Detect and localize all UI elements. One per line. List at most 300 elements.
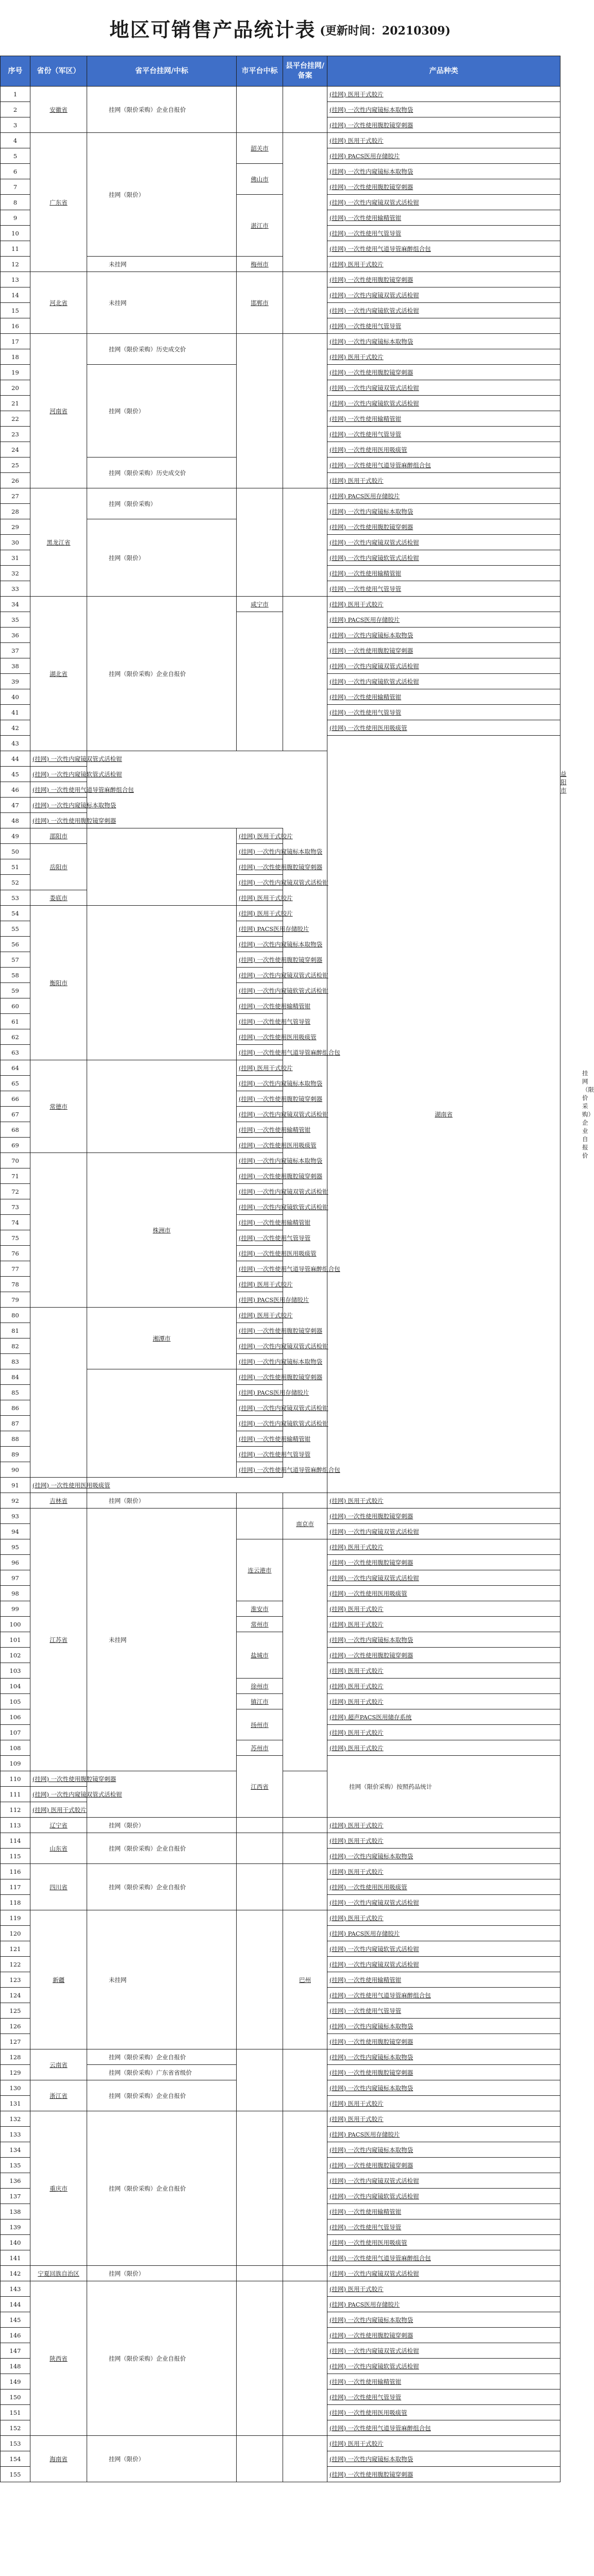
row-number: 129	[1, 2065, 30, 2080]
province-cell[interactable]: 新疆	[30, 1910, 87, 2049]
product-link[interactable]: (挂网) 一次性使用腹腔镜穿刺器	[327, 365, 560, 380]
table-row	[1, 2049, 560, 2065]
row-number: 68	[1, 1122, 30, 1138]
net-status-cell: 挂网（限价采购）企业自报价	[87, 597, 237, 751]
product-link[interactable]: (挂网) 一次性使用输精管钳	[327, 210, 560, 226]
row-number: 100	[1, 1617, 30, 1632]
province-cell[interactable]: 宁夏回族自治区	[30, 2266, 87, 2281]
district-cell[interactable]	[87, 1060, 237, 1153]
row-number: 11	[1, 241, 30, 257]
row-number: 5	[1, 148, 30, 164]
district-cell[interactable]	[283, 2436, 327, 2482]
city-cell[interactable]	[30, 1153, 87, 1308]
row-number: 110	[1, 1771, 30, 1787]
row-number: 139	[1, 2219, 30, 2235]
product-link[interactable]: (挂网) 一次性使用腹腔镜穿刺器	[327, 1648, 560, 1663]
product-link[interactable]: (挂网) 一次性使用气管导管	[327, 427, 560, 442]
product-link[interactable]: (挂网) 医用干式胶片	[327, 2096, 560, 2111]
product-link[interactable]: (挂网) 一次性使用腹腔镜穿刺器	[327, 2158, 560, 2173]
product-link[interactable]: (挂网) 一次性使用腹腔镜穿刺器	[327, 1509, 560, 1524]
district-cell[interactable]	[283, 1864, 327, 1910]
district-cell[interactable]: 湘潭市	[87, 1308, 237, 1369]
row-number: 70	[1, 1153, 30, 1168]
city-cell[interactable]	[237, 1493, 283, 1509]
product-link[interactable]: (挂网) 一次性使用腹腔镜穿刺器	[237, 952, 283, 968]
product-link[interactable]: (挂网) 一次性内窥镜标本取物袋	[237, 1153, 283, 1168]
table-header	[1, 56, 560, 87]
product-link[interactable]: (挂网) 一次性使用气管导管	[237, 1447, 283, 1462]
product-link[interactable]: (挂网) PACS医用存储胶片	[327, 2127, 560, 2142]
table-row	[1, 1864, 560, 1879]
row-number: 62	[1, 1029, 30, 1045]
row-number: 101	[1, 1632, 30, 1648]
district-cell[interactable]	[283, 597, 327, 751]
district-cell[interactable]	[87, 1369, 237, 1478]
product-link[interactable]: (挂网) 一次性使用医用吸痰管	[327, 2235, 560, 2250]
table-row	[1, 488, 560, 504]
product-link[interactable]: (挂网) 医用干式胶片	[327, 1740, 560, 1756]
product-link[interactable]: (挂网) 一次性使用气道导管麻醉组合包	[30, 782, 87, 798]
row-number: 141	[1, 2250, 30, 2266]
city-cell[interactable]: 苏州市	[237, 1740, 283, 1756]
product-link[interactable]: (挂网) 一次性使用腹腔镜穿刺器	[237, 1323, 283, 1338]
row-number: 98	[1, 1586, 30, 1601]
product-link[interactable]: (挂网) 一次性使用气管导管	[327, 705, 560, 720]
product-link[interactable]: (挂网) 超声PACS医用储存系统	[327, 1709, 560, 1725]
row-number: 108	[1, 1740, 30, 1756]
product-link[interactable]: (挂网) PACS医用存储胶片	[237, 921, 283, 937]
product-link[interactable]: (挂网) 一次性使用腹腔镜穿刺器	[327, 117, 560, 133]
province-cell[interactable]: 江西省	[237, 1756, 283, 1818]
city-cell[interactable]	[237, 1910, 283, 2049]
product-link[interactable]: (挂网) 一次性内窥镜标本取物袋	[237, 1076, 283, 1091]
row-number: 116	[1, 1864, 30, 1879]
net-status-cell: 挂网（限价采购）企业自报价	[87, 2049, 237, 2065]
product-link[interactable]: (挂网) 一次性使用气管导管	[327, 318, 560, 334]
row-number: 1	[1, 87, 30, 102]
product-link[interactable]: (挂网) 医用干式胶片	[237, 906, 283, 921]
product-link[interactable]: (挂网) 一次性内窥镜标本取物袋	[237, 1354, 283, 1369]
net-status-cell: 未挂网	[87, 1910, 237, 2049]
province-cell[interactable]: 安徽省	[30, 87, 87, 133]
row-number: 64	[1, 1060, 30, 1076]
product-link[interactable]: (挂网) 一次性内窥镜软管式活检钳	[327, 550, 560, 566]
product-link[interactable]: (挂网) 一次性内窥镜双管式活检钳	[327, 2266, 560, 2281]
product-link[interactable]: (挂网) 一次性使用气道导管麻醉组合包	[327, 2250, 560, 2266]
product-link[interactable]: (挂网) 一次性使用气道导管麻醉组合包	[237, 1462, 283, 1478]
product-link[interactable]: (挂网) 一次性使用医用吸痰管	[237, 1138, 283, 1153]
row-number: 67	[1, 1107, 30, 1122]
product-link[interactable]: (挂网) 一次性使用腹腔镜穿刺器	[327, 272, 560, 287]
row-number: 33	[1, 581, 30, 597]
product-link[interactable]: (挂网) 一次性内窥镜双管式活检钳	[237, 875, 283, 890]
product-link[interactable]: (挂网) 医用干式胶片	[327, 2281, 560, 2297]
table-row	[1, 272, 560, 287]
product-link[interactable]: (挂网) 医用干式胶片	[327, 2436, 560, 2451]
product-link[interactable]: (挂网) 一次性内窥镜软管式活检钳	[327, 2189, 560, 2204]
district-cell[interactable]	[283, 1493, 327, 1509]
city-cell[interactable]: 盐城市	[237, 1632, 283, 1679]
product-link[interactable]: (挂网) 一次性使用医用吸痰管	[327, 720, 560, 736]
row-number: 151	[1, 2405, 30, 2420]
city-cell[interactable]: 梅州市	[237, 257, 283, 272]
city-cell[interactable]	[237, 334, 283, 488]
product-link[interactable]: (挂网) 一次性内窥镜双管式活检钳	[327, 380, 560, 396]
city-cell[interactable]: 徐州市	[237, 1679, 283, 1694]
product-link[interactable]: (挂网) 一次性使用气管导管	[237, 1014, 283, 1029]
product-link[interactable]: (挂网) 一次性内窥镜软管式活检钳	[30, 767, 87, 782]
product-link[interactable]: (挂网) 医用干式胶片	[327, 473, 560, 488]
product-link[interactable]: (挂网) 一次性内窥镜标本取物袋	[327, 504, 560, 519]
header-net: 省平台挂网/中标	[87, 56, 237, 87]
district-cell[interactable]	[283, 272, 327, 334]
district-cell[interactable]	[283, 2266, 327, 2281]
product-link[interactable]: (挂网) 一次性内窥镜标本取物袋	[327, 2080, 560, 2096]
product-link[interactable]: (挂网) 一次性使用医用吸痰管	[327, 2405, 560, 2420]
city-cell[interactable]	[237, 2049, 283, 2111]
product-link[interactable]: (挂网) 一次性内窥镜标本取物袋	[327, 164, 560, 179]
net-status-cell: 挂网（限价）	[87, 365, 237, 457]
row-number: 2	[1, 102, 30, 117]
product-link[interactable]: (挂网) 一次性内窥镜双管式活检钳	[327, 1895, 560, 1910]
product-link[interactable]: (挂网) 一次性使用医用吸痰管	[237, 1246, 283, 1261]
product-link[interactable]: (挂网) 一次性使用气道导管麻醉组合包	[327, 1988, 560, 2003]
city-cell[interactable]	[237, 488, 283, 597]
product-link[interactable]: (挂网) 一次性使用气道导管麻醉组合包	[237, 1045, 283, 1060]
province-cell[interactable]: 河北省	[30, 272, 87, 334]
district-cell[interactable]	[283, 334, 327, 488]
product-link[interactable]: (挂网) 医用干式胶片	[237, 1277, 283, 1292]
product-link[interactable]: (挂网) 一次性内窥镜双管式活检钳	[30, 751, 87, 767]
product-link[interactable]: (挂网) 一次性使用输精管钳	[327, 2374, 560, 2389]
row-number: 10	[1, 226, 30, 241]
product-link[interactable]: (挂网) 医用干式胶片	[327, 1601, 560, 1617]
product-link[interactable]: (挂网) 一次性使用腹腔镜穿刺器	[327, 519, 560, 535]
product-link[interactable]: (挂网) 一次性内窥镜标本取物袋	[237, 844, 283, 859]
city-cell[interactable]	[237, 1833, 283, 1864]
product-link[interactable]: (挂网) PACS医用存储胶片	[327, 2297, 560, 2312]
product-link[interactable]: (挂网) 一次性内窥镜双管式活检钳	[327, 1570, 560, 1586]
row-number: 79	[1, 1292, 30, 1308]
product-link[interactable]: (挂网) 一次性使用气道导管麻醉组合包	[327, 241, 560, 257]
row-number: 58	[1, 968, 30, 983]
row-number: 32	[1, 566, 30, 581]
row-number: 113	[1, 1818, 30, 1833]
product-link[interactable]: (挂网) 一次性使用气道导管麻醉组合包	[327, 2420, 560, 2436]
row-number: 59	[1, 983, 30, 998]
city-cell[interactable]	[30, 1308, 87, 1478]
row-number: 16	[1, 318, 30, 334]
product-link[interactable]: (挂网) PACS医用存储胶片	[237, 1292, 283, 1308]
city-cell[interactable]	[237, 87, 283, 133]
product-link[interactable]: (挂网) 医用干式胶片	[327, 1617, 560, 1632]
product-link[interactable]: (挂网) 医用干式胶片	[237, 1060, 283, 1076]
product-link[interactable]: (挂网) 一次性使用输精管钳	[237, 1431, 283, 1447]
table-row	[1, 597, 560, 612]
city-cell[interactable]: 咸宁市	[237, 597, 283, 612]
product-link[interactable]: (挂网) 医用干式胶片	[327, 1910, 560, 1926]
product-link[interactable]: (挂网) 医用干式胶片	[327, 87, 560, 102]
product-link[interactable]: (挂网) 一次性内窥镜软管式活检钳	[327, 1941, 560, 1957]
province-cell[interactable]: 浙江省	[30, 2080, 87, 2111]
product-link[interactable]: (挂网) 一次性内窥镜软管式活检钳	[327, 674, 560, 689]
product-link[interactable]: (挂网) 一次性使用输精管钳	[327, 1972, 560, 1988]
product-link[interactable]: (挂网) 一次性内窥镜双管式活检钳	[327, 287, 560, 303]
product-link[interactable]: (挂网) 医用干式胶片	[327, 1679, 560, 1694]
city-cell[interactable]	[237, 1509, 283, 1539]
product-link[interactable]: (挂网) 医用干式胶片	[237, 890, 283, 906]
province-cell[interactable]: 广东省	[30, 133, 87, 272]
product-link[interactable]: (挂网) 一次性使用腹腔镜穿刺器	[327, 2065, 560, 2080]
product-link[interactable]: (挂网) 一次性使用腹腔镜穿刺器	[237, 859, 283, 875]
product-link[interactable]: (挂网) 一次性内窥镜双管式活检钳	[327, 1957, 560, 1972]
row-number: 83	[1, 1354, 30, 1369]
product-link[interactable]: (挂网) 一次性内窥镜标本取物袋	[327, 2019, 560, 2034]
row-number: 127	[1, 2034, 30, 2049]
city-cell[interactable]: 淮安市	[237, 1601, 283, 1617]
district-cell[interactable]	[283, 1818, 327, 1833]
product-link[interactable]: (挂网) 一次性使用腹腔镜穿刺器	[327, 1555, 560, 1570]
row-number: 137	[1, 2189, 30, 2204]
product-link[interactable]: (挂网) 一次性内窥镜双管式活检钳	[327, 535, 560, 550]
product-link[interactable]: (挂网) 一次性使用气管导管	[327, 2389, 560, 2405]
product-link[interactable]: (挂网) 一次性内窥镜双管式活检钳	[237, 1400, 283, 1416]
product-link[interactable]: (挂网) 医用干式胶片	[327, 597, 560, 612]
city-cell[interactable]: 娄底市	[30, 890, 87, 906]
row-number: 144	[1, 2297, 30, 2312]
table-row	[1, 1910, 560, 1926]
product-link[interactable]: (挂网) 一次性内窥镜标本取物袋	[327, 2312, 560, 2328]
product-link[interactable]: (挂网) 一次性使用输精管钳	[327, 2204, 560, 2219]
product-link[interactable]: (挂网) 一次性内窥镜双管式活检钳	[327, 1524, 560, 1539]
row-number: 18	[1, 349, 30, 365]
city-cell[interactable]: 常德市	[30, 1060, 87, 1153]
province-cell[interactable]: 湖北省	[30, 597, 87, 751]
net-status-cell: 挂网（限价采购）历史成交价	[87, 334, 237, 365]
row-number: 150	[1, 2389, 30, 2405]
province-cell[interactable]: 陕西省	[30, 2281, 87, 2436]
city-cell[interactable]	[237, 1818, 283, 1833]
row-number: 52	[1, 875, 30, 890]
table-row	[1, 2281, 560, 2297]
product-link[interactable]: (挂网) 医用干式胶片	[327, 1694, 560, 1709]
province-cell[interactable]: 江苏省	[30, 1509, 87, 1771]
product-link[interactable]: (挂网) 一次性内窥镜标本取物袋	[327, 102, 560, 117]
row-number: 15	[1, 303, 30, 318]
product-link[interactable]: (挂网) PACS医用存储胶片	[327, 612, 560, 628]
product-link[interactable]: (挂网) 一次性使用医用吸痰管	[237, 1029, 283, 1045]
product-link[interactable]: (挂网) 一次性内窥镜标本取物袋	[327, 1632, 560, 1648]
row-number: 142	[1, 2266, 30, 2281]
product-link[interactable]: (挂网) 一次性内窥镜标本取物袋	[327, 1849, 560, 1864]
city-cell[interactable]: 镇江市	[237, 1694, 283, 1709]
city-cell[interactable]: 常州市	[237, 1617, 283, 1632]
product-link[interactable]: (挂网) 一次性内窥镜标本取物袋	[237, 937, 283, 952]
product-link[interactable]: (挂网) 一次性使用腹腔镜穿刺器	[327, 2328, 560, 2343]
product-link[interactable]: (挂网) 一次性使用医用吸痰管	[30, 1478, 87, 1493]
product-link[interactable]: (挂网) 医用干式胶片	[327, 1864, 560, 1879]
table-row	[1, 133, 560, 148]
province-cell[interactable]: 重庆市	[30, 2111, 87, 2266]
product-link[interactable]: (挂网) 一次性使用气道导管麻醉组合包	[237, 1261, 283, 1277]
product-link[interactable]: (挂网) 一次性使用腹腔镜穿刺器	[327, 2467, 560, 2482]
district-cell[interactable]: 巴州	[283, 1910, 327, 2049]
product-link[interactable]: (挂网) 医用干式胶片	[327, 349, 560, 365]
district-cell[interactable]	[283, 87, 327, 133]
table-body	[1, 87, 594, 2482]
city-cell[interactable]	[237, 2436, 283, 2482]
product-link[interactable]: (挂网) 一次性使用输精管钳	[327, 566, 560, 581]
district-cell[interactable]	[87, 906, 237, 1060]
product-link[interactable]: (挂网) 一次性内窥镜标本取物袋	[30, 798, 87, 813]
product-link[interactable]: (挂网) 一次性内窥镜标本取物袋	[327, 2451, 560, 2467]
product-link[interactable]: (挂网) 一次性使用气管导管	[327, 581, 560, 597]
product-link[interactable]: (挂网) 一次性使用腹腔镜穿刺器	[327, 643, 560, 658]
row-number: 104	[1, 1679, 30, 1694]
product-link[interactable]: (挂网) 一次性使用气管导管	[327, 2003, 560, 2019]
product-link[interactable]: (挂网) 一次性内窥镜标本取物袋	[327, 334, 560, 349]
product-link[interactable]: (挂网) 医用干式胶片	[237, 828, 283, 844]
product-link[interactable]: (挂网) 一次性内窥镜软管式活检钳	[237, 1199, 283, 1215]
product-link[interactable]: (挂网) 一次性使用腹腔镜穿刺器	[327, 179, 560, 195]
row-number: 20	[1, 380, 30, 396]
product-link[interactable]: (挂网) 一次性使用医用吸痰管	[327, 1879, 560, 1895]
product-link[interactable]: (挂网) 一次性内窥镜双管式活检钳	[327, 2343, 560, 2359]
city-cell[interactable]: 岳阳市	[30, 844, 87, 890]
product-link[interactable]: (挂网) PACS医用存储胶片	[237, 1385, 283, 1400]
province-cell[interactable]: 黑龙江省	[30, 488, 87, 597]
product-link[interactable]: (挂网) 一次性使用腹腔镜穿刺器	[237, 1091, 283, 1107]
city-cell[interactable]: 邵阳市	[30, 828, 87, 844]
product-link[interactable]: (挂网) PACS医用存储胶片	[327, 148, 560, 164]
city-cell[interactable]	[237, 2266, 283, 2281]
province-cell[interactable]: 云南省	[30, 2049, 87, 2080]
product-link[interactable]: (挂网) PACS医用存储胶片	[327, 488, 560, 504]
product-link[interactable]: (挂网) 医用干式胶片	[327, 1493, 560, 1509]
product-link[interactable]: (挂网) 一次性使用气管导管	[237, 1230, 283, 1246]
province-cell[interactable]: 吉林省	[30, 1493, 87, 1509]
district-cell[interactable]	[87, 828, 237, 906]
product-link[interactable]: (挂网) 一次性内窥镜软管式活检钳	[327, 396, 560, 411]
row-number: 26	[1, 473, 30, 488]
product-link[interactable]: (挂网) 一次性内窥镜双管式活检钳	[327, 2173, 560, 2189]
district-cell[interactable]	[283, 1833, 327, 1864]
row-number: 17	[1, 334, 30, 349]
product-link[interactable]: (挂网) 一次性内窥镜标本取物袋	[327, 2142, 560, 2158]
product-link[interactable]: (挂网) 一次性内窥镜双管式活检钳	[237, 968, 283, 983]
row-number: 34	[1, 597, 30, 612]
district-cell[interactable]	[283, 133, 327, 272]
city-cell[interactable]	[237, 612, 283, 751]
province-cell[interactable]: 河南省	[30, 334, 87, 488]
product-link[interactable]: (挂网) 医用干式胶片	[237, 1308, 283, 1323]
product-link[interactable]: (挂网) 医用干式胶片	[327, 133, 560, 148]
province-cell[interactable]: 山东省	[30, 1833, 87, 1864]
product-link[interactable]: (挂网) 一次性内窥镜双管式活检钳	[30, 1787, 87, 1802]
city-cell[interactable]	[237, 1864, 283, 1910]
product-link[interactable]: (挂网) 一次性使用气管导管	[327, 226, 560, 241]
product-link[interactable]: (挂网) 一次性使用输精管钳	[327, 689, 560, 705]
product-link[interactable]: (挂网) 一次性内窥镜标本取物袋	[327, 2049, 560, 2065]
province-cell[interactable]: 湖南省	[327, 736, 560, 1493]
product-link[interactable]: (挂网) 一次性内窥镜双管式活检钳	[237, 1184, 283, 1199]
product-link[interactable]: (挂网) 一次性使用输精管钳	[327, 411, 560, 427]
district-cell[interactable]	[283, 488, 327, 597]
row-number: 7	[1, 179, 30, 195]
city-cell[interactable]	[237, 2111, 283, 2266]
district-cell[interactable]	[283, 2049, 327, 2111]
city-cell[interactable]: 连云港市	[237, 1539, 283, 1601]
product-link[interactable]: (挂网) 医用干式胶片	[327, 1539, 560, 1555]
product-link[interactable]: (挂网) 一次性使用腹腔镜穿刺器	[327, 2034, 560, 2049]
city-cell[interactable]: 邯郸市	[237, 272, 283, 334]
city-cell[interactable]	[237, 2281, 283, 2436]
table-row	[1, 2436, 560, 2451]
product-link[interactable]: (挂网) 一次性使用医用吸痰管	[327, 442, 560, 457]
product-link[interactable]: (挂网) 一次性使用气管导管	[327, 2219, 560, 2235]
city-cell[interactable]: 扬州市	[237, 1709, 283, 1740]
product-link[interactable]: (挂网) 医用干式胶片	[327, 1818, 560, 1833]
product-link[interactable]: (挂网) 医用干式胶片	[327, 1725, 560, 1740]
row-number: 134	[1, 2142, 30, 2158]
product-link[interactable]: (挂网) 一次性使用输精管钳	[237, 998, 283, 1014]
row-number: 57	[1, 952, 30, 968]
product-link[interactable]: (挂网) 一次性内窥镜软管式活检钳	[327, 2359, 560, 2374]
product-link[interactable]: (挂网) 一次性使用腹腔镜穿刺器	[237, 1168, 283, 1184]
row-number: 69	[1, 1138, 30, 1153]
product-link[interactable]: (挂网) PACS医用存储胶片	[327, 1926, 560, 1941]
product-link[interactable]: (挂网) 一次性使用腹腔镜穿刺器	[237, 1369, 283, 1385]
product-link[interactable]: (挂网) 一次性使用医用吸痰管	[327, 1586, 560, 1601]
product-link[interactable]: (挂网) 医用干式胶片	[30, 1802, 87, 1818]
product-link[interactable]: (挂网) 一次性内窥镜软管式活检钳	[327, 303, 560, 318]
city-cell[interactable]: 韶关市	[237, 133, 283, 164]
product-link[interactable]: (挂网) 一次性使用输精管钳	[237, 1215, 283, 1230]
district-cell[interactable]: 株洲市	[87, 1153, 237, 1308]
product-link[interactable]: (挂网) 一次性内窥镜双管式活检钳	[237, 1107, 283, 1122]
city-cell[interactable]: 佛山市	[237, 164, 283, 195]
row-number: 146	[1, 2328, 30, 2343]
district-cell[interactable]	[283, 1539, 327, 1771]
product-link[interactable]: (挂网) 一次性使用输精管钳	[237, 1122, 283, 1138]
row-number: 145	[1, 2312, 30, 2328]
province-cell[interactable]: 四川省	[30, 1864, 87, 1910]
row-number: 112	[1, 1802, 30, 1818]
city-cell[interactable]: 衡阳市	[30, 906, 87, 1060]
product-link[interactable]: (挂网) 医用干式胶片	[327, 2111, 560, 2127]
product-link[interactable]: (挂网) 一次性内窥镜双管式活检钳	[327, 658, 560, 674]
row-number: 43	[1, 736, 30, 751]
product-link[interactable]: (挂网) 一次性内窥镜双管式活检钳	[237, 1338, 283, 1354]
product-link[interactable]: (挂网) 医用干式胶片	[327, 1663, 560, 1679]
product-link[interactable]: (挂网) 一次性内窥镜软管式活检钳	[237, 1416, 283, 1431]
product-link[interactable]: (挂网) 一次性内窥镜软管式活检钳	[237, 983, 283, 998]
row-number: 74	[1, 1215, 30, 1230]
city-cell[interactable]: 湛江市	[237, 195, 283, 257]
district-cell[interactable]: 南京市	[283, 1509, 327, 1539]
product-link[interactable]: (挂网) 医用干式胶片	[327, 257, 560, 272]
province-cell[interactable]: 辽宁省	[30, 1818, 87, 1833]
province-cell[interactable]: 海南省	[30, 2436, 87, 2482]
product-link[interactable]: (挂网) 一次性内窥镜双管式活检钳	[327, 195, 560, 210]
district-cell[interactable]	[283, 2111, 327, 2266]
product-link[interactable]: (挂网) 一次性内窥镜标本取物袋	[327, 628, 560, 643]
product-link[interactable]: (挂网) 一次性使用气道导管麻醉组合包	[327, 457, 560, 473]
district-cell[interactable]	[283, 2281, 327, 2436]
product-link[interactable]: (挂网) 一次性使用腹腔镜穿刺器	[30, 1771, 87, 1787]
product-link[interactable]: (挂网) 医用干式胶片	[327, 1833, 560, 1849]
product-link[interactable]: (挂网) 一次性使用腹腔镜穿刺器	[30, 813, 87, 828]
